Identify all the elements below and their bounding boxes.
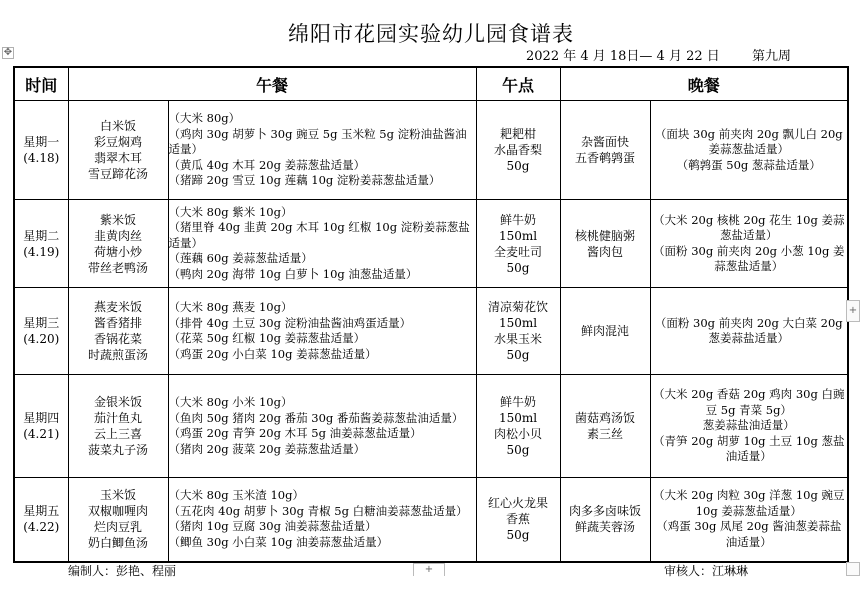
snack-item: 鲜牛奶 xyxy=(500,395,537,409)
dinner-ingredients-cell xyxy=(650,375,848,478)
dinner-ingredients-cell xyxy=(650,288,848,375)
lunch-dishes-cell xyxy=(68,288,168,375)
ingredient-line: （猪肉 20g 菠菜 20g 姜蒜葱盐适量） xyxy=(168,441,366,456)
ingredient-line: （莲藕 60g 姜蒜葱盐适量） xyxy=(168,251,313,266)
lunch-dish: 酱香猪排 xyxy=(93,316,142,330)
ingredient-line: 葱姜蒜盐油适量） xyxy=(702,418,795,433)
table-row xyxy=(14,288,848,375)
dinner-dish: 五香鹌鹑蛋 xyxy=(575,151,636,165)
day-date: (4.20) xyxy=(23,332,60,346)
dinner-dishes-cell xyxy=(560,375,650,478)
day-name: 星期三 xyxy=(23,316,60,330)
ingredient-line: （大米 20g 核桃 20g 花生 10g 姜蒜葱盐适量） xyxy=(653,212,845,242)
lunch-dish: 奶白鲫鱼汤 xyxy=(87,536,148,551)
ingredient-line: （五花肉 40g 胡萝卜 30g 青椒 5g 白糖油姜蒜葱盐适量） xyxy=(168,503,468,518)
dinner-dish: 肉多多卤味饭 xyxy=(569,504,642,519)
ingredient-line: （鸡蛋 20g 小白菜 10g 姜蒜葱盐适量） xyxy=(168,346,377,361)
table-row xyxy=(14,478,848,562)
ingredient-line: （大米 80g 燕麦 10g） xyxy=(168,300,293,314)
snack-item: 50g xyxy=(506,159,530,173)
table-resize-handle[interactable] xyxy=(846,562,860,576)
ingredient-line: （花菜 50g 红椒 10g 姜蒜葱盐适量） xyxy=(168,331,366,345)
table-move-handle-icon[interactable]: ✥ xyxy=(3,47,13,58)
ingredient-line: （鸡蛋 30g 凤尾 20g 酱油葱姜蒜盐油适量） xyxy=(656,519,842,549)
dinner-dishes-cell xyxy=(560,101,650,200)
day-cell xyxy=(14,288,68,375)
ingredient-line: （大米 80g 玉米渣 10g） xyxy=(168,488,304,503)
ingredient-line: （黄瓜 40g 木耳 20g 姜蒜葱盐适量） xyxy=(168,157,366,172)
snack-item: 50g xyxy=(506,528,530,543)
lunch-ingredients-cell xyxy=(168,478,476,562)
page-title: 绵阳市花园实验幼儿园食谱表 xyxy=(288,22,574,46)
day-name: 星期二 xyxy=(23,228,60,243)
lunch-dish: 白米饭 xyxy=(99,119,136,133)
ingredient-line: （鹌鹑蛋 50g 葱蒜盐适量） xyxy=(676,157,821,172)
lunch-dish: 茄汁鱼丸 xyxy=(93,411,142,425)
ingredient-line: （青笋 20g 胡萝 10g 土豆 10g 葱盐油适量） xyxy=(653,433,845,464)
ingredient-line: （面块 30g 前夹肉 20g 飘儿白 20g 姜蒜葱盐适量） xyxy=(654,126,843,157)
lunch-dish: 烂肉豆乳 xyxy=(93,520,142,535)
ingredient-line: （鱼肉 50g 猪肉 20g 番茄 30g 番茄酱姜蒜葱盐油适量） xyxy=(168,410,464,425)
ingredient-line: （鸡肉 30g 胡萝卜 30g 豌豆 5g 玉米粒 5g 淀粉油盐酱油适量） xyxy=(168,126,467,157)
header-lunch: 午餐 xyxy=(68,67,476,101)
lunch-dishes-cell xyxy=(68,200,168,288)
header-snack: 午点 xyxy=(476,67,560,101)
dinner-dish: 杂酱面快 xyxy=(581,135,630,149)
snack-item: 香蕉 xyxy=(506,512,531,527)
lunch-dishes-cell xyxy=(68,478,168,562)
dinner-ingredients-cell xyxy=(650,478,848,562)
ingredient-line: （鸡蛋 20g 青笋 20g 木耳 5g 油姜蒜葱盐适量） xyxy=(168,426,422,440)
lunch-dish: 彩豆焖鸡 xyxy=(93,135,142,149)
ingredient-line: （大米 80g 紫米 10g） xyxy=(168,204,293,219)
day-name: 星期五 xyxy=(23,504,60,519)
dinner-dish: 菌菇鸡汤饭 xyxy=(575,411,636,425)
lunch-dish: 双椒咖喱肉 xyxy=(87,504,148,519)
snack-item: 50g xyxy=(506,260,530,275)
ingredient-line: （猪里脊 40g 韭黄 20g 木耳 10g 红椒 10g 淀粉姜蒜葱盐适量） xyxy=(168,220,470,250)
menu-table xyxy=(13,66,849,563)
lunch-dish: 燕麦米饭 xyxy=(93,300,142,314)
lunch-ingredients-cell xyxy=(168,101,476,200)
day-date: (4.21) xyxy=(23,427,60,441)
ingredient-line: （鸭肉 20g 海带 10g 白萝卜 10g 油葱盐适量） xyxy=(168,266,418,281)
snack-item: 50g xyxy=(506,348,530,362)
snack-cell xyxy=(476,288,560,375)
ingredient-line: （鲫鱼 30g 小白菜 10g 油姜蒜葱盐适量） xyxy=(168,534,389,549)
dinner-dish: 鲜肉混沌 xyxy=(581,324,630,338)
snack-item: 50g xyxy=(506,443,530,457)
lunch-dish: 时蔬煎蛋汤 xyxy=(87,348,148,362)
snack-cell xyxy=(476,200,560,288)
lunch-ingredients-cell xyxy=(168,375,476,478)
dinner-ingredients-cell xyxy=(650,101,848,200)
ingredient-line: （面粉 30g 前夹肉 20g 大白菜 20g 葱姜蒜盐适量） xyxy=(654,315,843,345)
add-row-icon[interactable]: + xyxy=(413,563,445,576)
day-cell xyxy=(14,200,68,288)
snack-item: 鲜牛奶 xyxy=(500,212,537,227)
reviewer-label: 审核人：江琳琳 xyxy=(664,564,749,578)
header-time: 时间 xyxy=(14,67,68,101)
lunch-ingredients-cell xyxy=(168,200,476,288)
day-date: (4.18) xyxy=(23,151,60,165)
lunch-dishes-cell xyxy=(68,101,168,200)
ingredient-line: （大米 20g 香菇 20g 鸡肉 30g 白豌豆 5g 青菜 5g） xyxy=(653,387,845,417)
snack-item: 耙耙柑 xyxy=(500,127,537,141)
lunch-dish: 云上三喜 xyxy=(93,427,142,441)
lunch-dish: 韭黄肉丝 xyxy=(93,228,142,243)
day-cell xyxy=(14,478,68,562)
snack-item: 水晶香梨 xyxy=(494,143,543,157)
ingredient-line: （排骨 40g 土豆 30g 淀粉油盐酱油鸡蛋适量） xyxy=(168,315,412,330)
table-row xyxy=(14,200,848,288)
lunch-dish: 翡翠木耳 xyxy=(93,151,142,165)
snack-item: 清凉菊花饮 xyxy=(488,300,549,314)
editor-label: 编制人：彭艳、程丽 xyxy=(68,564,177,578)
header-row xyxy=(14,67,848,101)
snack-item: 全麦吐司 xyxy=(494,244,543,259)
snack-cell xyxy=(476,101,560,200)
snack-item: 水果玉米 xyxy=(494,332,543,346)
week-label: 第九周 xyxy=(752,49,792,64)
snack-item: 150ml xyxy=(498,411,538,425)
date-range: 2022 年 4 月 18日— 4 月 22 日 xyxy=(526,49,720,64)
lunch-ingredients-cell xyxy=(168,288,476,375)
day-name: 星期四 xyxy=(23,411,60,425)
dinner-dish: 酱肉包 xyxy=(587,244,624,259)
dinner-dish: 鲜蔬芙蓉汤 xyxy=(575,520,636,535)
header-dinner: 晚餐 xyxy=(560,67,848,101)
lunch-dish: 雪豆蹄花汤 xyxy=(87,167,148,181)
snack-cell xyxy=(476,375,560,478)
snack-item: 红心火龙果 xyxy=(488,496,549,511)
add-column-icon[interactable]: + xyxy=(846,300,860,322)
table-row xyxy=(14,101,848,200)
snack-item: 肉松小贝 xyxy=(494,427,543,441)
dinner-dish: 素三丝 xyxy=(587,427,624,441)
lunch-dishes-cell xyxy=(68,375,168,478)
ingredient-line: （大米 80g 小米 10g） xyxy=(168,395,293,409)
snack-cell xyxy=(476,478,560,562)
ingredient-line: （猪肉 10g 豆腐 30g 油姜蒜葱盐适量） xyxy=(168,519,377,534)
lunch-dish: 菠菜丸子汤 xyxy=(87,443,148,457)
ingredient-line: （大米 20g 肉粒 30g 洋葱 10g 豌豆 10g 姜蒜葱盐适量） xyxy=(653,488,845,518)
dinner-dishes-cell xyxy=(560,200,650,288)
dinner-dishes-cell xyxy=(560,478,650,562)
dinner-dishes-cell xyxy=(560,288,650,375)
lunch-dish: 带丝老鸭汤 xyxy=(87,260,148,275)
day-cell xyxy=(14,101,68,200)
lunch-dish: 玉米饭 xyxy=(99,488,136,503)
dinner-dish: 核桃健脑粥 xyxy=(575,228,636,243)
ingredient-line: （大米 80g） xyxy=(168,111,241,126)
ingredient-line: （猪蹄 20g 雪豆 10g 莲藕 10g 淀粉姜蒜葱盐适量） xyxy=(168,173,441,188)
table-row xyxy=(14,375,848,478)
dinner-ingredients-cell xyxy=(650,200,848,288)
lunch-dish: 荷塘小炒 xyxy=(93,244,142,259)
lunch-dish: 香锅花菜 xyxy=(93,332,142,346)
lunch-dish: 紫米饭 xyxy=(99,212,136,227)
ingredient-line: （面粉 30g 前夹肉 20g 小葱 10g 姜蒜葱盐适量） xyxy=(653,243,845,273)
day-cell xyxy=(14,375,68,478)
snack-item: 150ml xyxy=(498,228,538,243)
snack-item: 150ml xyxy=(498,316,538,330)
lunch-dish: 金银米饭 xyxy=(93,395,142,409)
day-date: (4.22) xyxy=(23,520,60,535)
day-name: 星期一 xyxy=(23,135,60,149)
day-date: (4.19) xyxy=(23,244,60,259)
